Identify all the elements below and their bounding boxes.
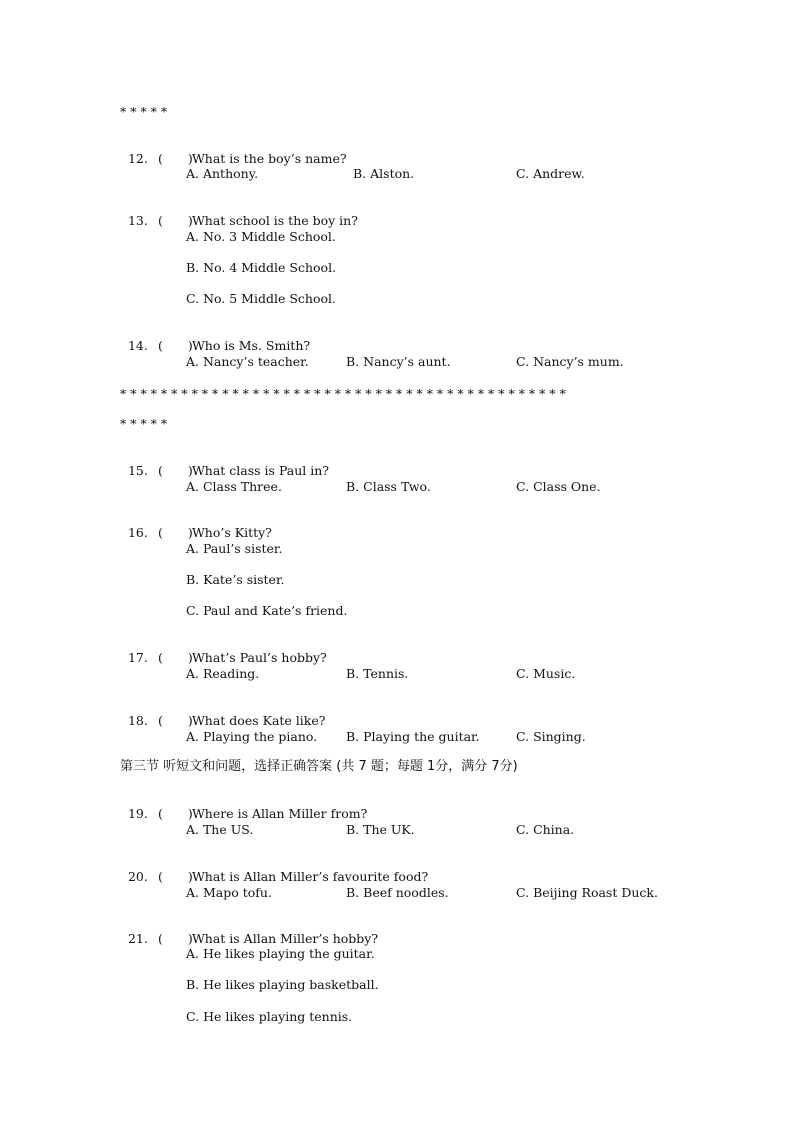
question-number: 19. (127, 806, 148, 821)
question-20 (120, 853, 428, 885)
question-text: Where is Allan Miller from? (191, 806, 368, 821)
option-b: B. Tennis. (346, 666, 409, 681)
question-17 (120, 634, 327, 666)
question-19 (120, 790, 367, 822)
option-c: C. He likes playing tennis. (186, 1009, 353, 1024)
question-number: 14. (127, 338, 148, 353)
question-number: 12. (127, 151, 148, 166)
option-c: C. No. 5 Middle School. (186, 291, 336, 306)
question-text: What’s Paul’s hobby? (191, 650, 327, 665)
separator-stars: * * * * * (120, 416, 168, 431)
option-a: A. Anthony. (186, 166, 259, 181)
section-heading: 第三节 听短文和问题，选择正确答案 (共 7 题；每题 1分，满分 7分) (120, 759, 518, 774)
answer-blank[interactable]: ( ) (157, 151, 193, 166)
question-12 (120, 135, 347, 167)
question-number: 18. (127, 713, 148, 728)
question-number: 17. (127, 650, 148, 665)
option-b: B. He likes playing basketball. (186, 977, 379, 992)
option-a: A. Playing the piano. (186, 729, 318, 744)
option-c: C. Andrew. (516, 166, 585, 181)
answer-blank[interactable]: ( ) (157, 931, 193, 946)
question-text: Who’s Kitty? (191, 525, 272, 540)
separator-stars-long: * * * * * * * * * * * * * * * * * * * * * * * * * * * * * * * * * * * * * * * * * * * * (120, 386, 566, 401)
option-c: C. Singing. (516, 729, 586, 744)
question-16 (120, 509, 272, 541)
option-b: B. Class Two. (346, 479, 431, 494)
question-number: 13. (127, 213, 148, 228)
option-a: A. Mapo tofu. (186, 885, 272, 900)
question-13 (120, 197, 358, 229)
answer-blank[interactable]: ( ) (157, 463, 193, 478)
answer-blank[interactable]: ( ) (157, 525, 193, 540)
question-text: What is the boy’s name? (191, 151, 347, 166)
question-number: 21. (127, 931, 148, 946)
question-number: 16. (127, 525, 148, 540)
option-c: C. Paul and Kate’s friend. (186, 603, 348, 618)
option-c: C. Music. (516, 666, 576, 681)
option-a: A. No. 3 Middle School. (186, 229, 336, 244)
option-b: B. Nancy’s aunt. (346, 354, 451, 369)
separator-stars: * * * * * (120, 104, 168, 119)
option-a: A. Nancy’s teacher. (186, 354, 309, 369)
option-c: C. Nancy’s mum. (516, 354, 624, 369)
answer-blank[interactable]: ( ) (157, 650, 193, 665)
option-c: C. Beijing Roast Duck. (516, 885, 658, 900)
question-21 (120, 915, 378, 947)
question-text: Who is Ms. Smith? (191, 338, 311, 353)
answer-blank[interactable]: ( ) (157, 338, 193, 353)
option-b: B. The UK. (346, 822, 415, 837)
option-b: B. Playing the guitar. (346, 729, 480, 744)
option-b: B. Alston. (353, 166, 415, 181)
answer-blank[interactable]: ( ) (157, 213, 193, 228)
option-b: B. Kate’s sister. (186, 572, 285, 587)
option-a: A. Class Three. (186, 479, 282, 494)
question-text: What class is Paul in? (191, 463, 330, 478)
option-a: A. He likes playing the guitar. (186, 946, 375, 961)
question-18 (120, 697, 325, 729)
answer-blank[interactable]: ( ) (157, 869, 193, 884)
answer-blank[interactable]: ( ) (157, 806, 193, 821)
question-text: What is Allan Miller’s hobby? (191, 931, 379, 946)
option-a: A. Reading. (186, 666, 260, 681)
option-c: C. Class One. (516, 479, 601, 494)
question-text: What school is the boy in? (191, 213, 358, 228)
option-b: B. No. 4 Middle School. (186, 260, 337, 275)
question-number: 15. (127, 463, 148, 478)
question-number: 20. (127, 869, 148, 884)
question-text: What is Allan Miller’s favourite food? (191, 869, 429, 884)
option-a: A. Paul’s sister. (186, 541, 283, 556)
option-a: A. The US. (186, 822, 254, 837)
question-14 (120, 322, 310, 354)
option-b: B. Beef noodles. (346, 885, 449, 900)
question-text: What does Kate like? (191, 713, 326, 728)
option-c: C. China. (516, 822, 575, 837)
question-15 (120, 447, 329, 479)
answer-blank[interactable]: ( ) (157, 713, 193, 728)
